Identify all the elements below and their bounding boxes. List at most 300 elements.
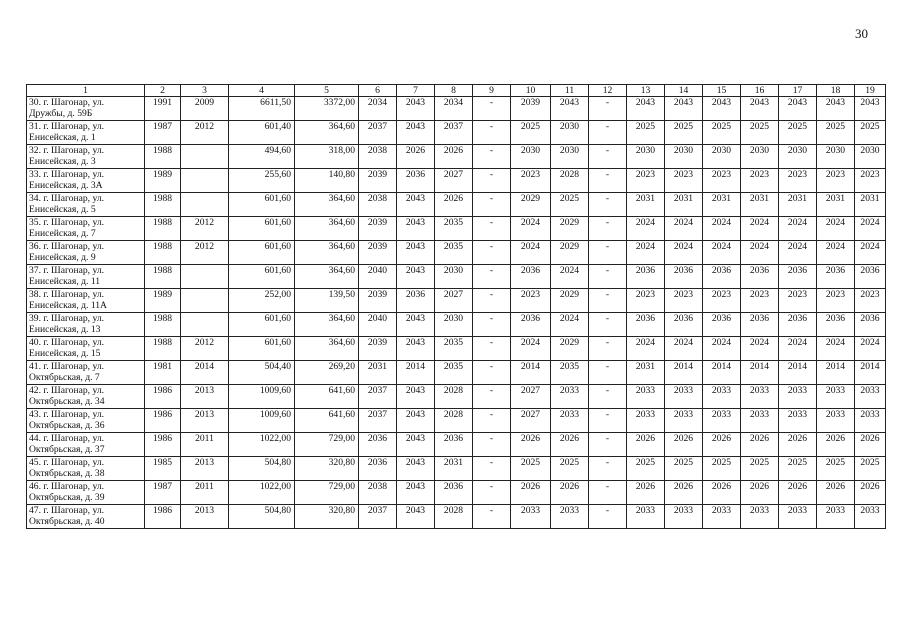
table-cell: 2014 — [181, 361, 229, 385]
table-cell: 2036 — [817, 313, 855, 337]
area-cell: 252,00 — [229, 289, 295, 313]
table-cell: 2013 — [181, 505, 229, 529]
table-cell: 2031 — [703, 193, 741, 217]
table-cell: 2023 — [703, 169, 741, 193]
area-cell: 1009,60 — [229, 385, 295, 409]
table-cell: 1987 — [145, 121, 181, 145]
table-cell: - — [589, 457, 627, 481]
table-cell: 2014 — [855, 361, 886, 385]
table-cell: 2024 — [779, 217, 817, 241]
table-cell: 1986 — [145, 385, 181, 409]
table-cell: 2011 — [181, 433, 229, 457]
table-cell: 2031 — [817, 193, 855, 217]
table-cell: 2043 — [855, 97, 886, 121]
table-cell: 2036 — [359, 457, 397, 481]
table-cell: 2024 — [779, 337, 817, 361]
table-cell: 2011 — [181, 481, 229, 505]
address-cell: 41. г. Шагонар, ул. Октябрьская, д. 7 — [27, 361, 145, 385]
column-header-14: 14 — [665, 85, 703, 97]
table-cell: 2023 — [741, 169, 779, 193]
table-row — [27, 385, 886, 409]
column-header-9: 9 — [473, 85, 511, 97]
table-cell: 2043 — [397, 217, 435, 241]
table-cell: - — [473, 217, 511, 241]
table-cell: 2043 — [397, 97, 435, 121]
table-cell: 2043 — [741, 97, 779, 121]
column-header-15: 15 — [703, 85, 741, 97]
table-cell: 2033 — [741, 409, 779, 433]
address-cell: 30. г. Шагонар, ул. Дружбы, д. 59Б — [27, 97, 145, 121]
table-row — [27, 97, 886, 121]
table-body — [27, 97, 886, 529]
table-cell: 2039 — [359, 337, 397, 361]
table-row — [27, 241, 886, 265]
table-cell: 2026 — [435, 193, 473, 217]
table-cell: 2023 — [779, 289, 817, 313]
table-cell: 2025 — [627, 457, 665, 481]
table-cell: 2033 — [779, 409, 817, 433]
table-cell: 2033 — [703, 385, 741, 409]
table-cell: 1988 — [145, 265, 181, 289]
address-cell: 31. г. Шагонар, ул. Енисейская, д. 1 — [27, 121, 145, 145]
table-cell: - — [589, 265, 627, 289]
table-cell: 2024 — [627, 241, 665, 265]
area-cell: 494,60 — [229, 145, 295, 169]
address-cell: 40. г. Шагонар, ул. Енисейская, д. 15 — [27, 337, 145, 361]
table-cell: 2024 — [741, 241, 779, 265]
table-cell: - — [473, 265, 511, 289]
table-row — [27, 265, 886, 289]
address-cell: 32. г. Шагонар, ул. Енисейская, д. 3 — [27, 145, 145, 169]
table-cell: 2043 — [817, 97, 855, 121]
table-cell: 2023 — [855, 289, 886, 313]
table-cell: 2025 — [627, 121, 665, 145]
table-header — [27, 85, 886, 97]
table-cell: 2025 — [665, 457, 703, 481]
table-row — [27, 169, 886, 193]
address-cell: 35. г. Шагонар, ул. Енисейская, д. 7 — [27, 217, 145, 241]
table-cell: 2013 — [181, 457, 229, 481]
table-row — [27, 505, 886, 529]
table-cell: 2033 — [817, 505, 855, 529]
table-cell: 1988 — [145, 313, 181, 337]
table-cell: 2014 — [741, 361, 779, 385]
table-cell: 2026 — [511, 481, 551, 505]
address-cell: 38. г. Шагонар, ул. Енисейская, д. 11А — [27, 289, 145, 313]
table-cell: 2033 — [703, 505, 741, 529]
table-cell: - — [589, 241, 627, 265]
table-cell: 2030 — [779, 145, 817, 169]
table-cell: 2014 — [703, 361, 741, 385]
table-cell: 2043 — [397, 457, 435, 481]
table-cell: 2038 — [359, 481, 397, 505]
table-cell: 2043 — [397, 409, 435, 433]
address-cell: 44. г. Шагонар, ул. Октябрьская, д. 37 — [27, 433, 145, 457]
table-cell: - — [473, 385, 511, 409]
table-cell: 2033 — [855, 409, 886, 433]
table-cell: 2030 — [511, 145, 551, 169]
table-cell: 2036 — [665, 313, 703, 337]
table-cell: 2037 — [359, 505, 397, 529]
area-cell: 364,60 — [295, 217, 359, 241]
table-cell: 2043 — [397, 385, 435, 409]
table-cell: 2023 — [665, 169, 703, 193]
table-cell: 2033 — [665, 505, 703, 529]
table-cell: 2023 — [817, 289, 855, 313]
table-cell: 2025 — [665, 121, 703, 145]
table-cell: - — [589, 97, 627, 121]
table-cell: 2035 — [551, 361, 589, 385]
table-cell: 2035 — [435, 217, 473, 241]
table-cell — [181, 265, 229, 289]
table-cell: 2028 — [435, 409, 473, 433]
table-cell: 2028 — [435, 505, 473, 529]
table-cell: - — [589, 313, 627, 337]
table-cell: - — [589, 217, 627, 241]
table-cell: - — [473, 409, 511, 433]
table-cell: 2030 — [435, 313, 473, 337]
table-cell: 2024 — [779, 241, 817, 265]
table-cell: 2024 — [703, 217, 741, 241]
table-cell: 2033 — [551, 505, 589, 529]
table-cell: 2036 — [741, 265, 779, 289]
area-cell: 320,80 — [295, 457, 359, 481]
table-cell: 2036 — [703, 265, 741, 289]
table-cell: 2023 — [627, 289, 665, 313]
table-cell: 2024 — [627, 337, 665, 361]
table-cell: 2039 — [511, 97, 551, 121]
area-cell: 139,50 — [295, 289, 359, 313]
table-cell: - — [473, 313, 511, 337]
table-cell: 2043 — [397, 481, 435, 505]
area-cell: 601,60 — [229, 193, 295, 217]
column-header-6: 6 — [359, 85, 397, 97]
table-cell: 2025 — [511, 457, 551, 481]
table-cell: 2014 — [511, 361, 551, 385]
table-cell: 2033 — [779, 385, 817, 409]
table-cell: 2026 — [551, 433, 589, 457]
table-cell: - — [473, 289, 511, 313]
table-cell: 2037 — [359, 409, 397, 433]
table-cell — [181, 169, 229, 193]
table-cell: 2031 — [359, 361, 397, 385]
table-cell: 2043 — [397, 265, 435, 289]
table-cell: 2026 — [779, 481, 817, 505]
table-cell: 2034 — [359, 97, 397, 121]
table-cell: 2033 — [627, 409, 665, 433]
table-cell: 2026 — [855, 433, 886, 457]
area-cell: 729,00 — [295, 481, 359, 505]
area-cell: 1022,00 — [229, 433, 295, 457]
table-cell: 2043 — [397, 121, 435, 145]
table-row — [27, 121, 886, 145]
area-cell: 601,60 — [229, 241, 295, 265]
table-cell: 2036 — [855, 313, 886, 337]
table-cell: 2026 — [665, 481, 703, 505]
table-cell: 2024 — [741, 337, 779, 361]
table-cell: - — [473, 97, 511, 121]
column-header-5: 5 — [295, 85, 359, 97]
area-cell: 364,60 — [295, 337, 359, 361]
table-cell: 2024 — [511, 217, 551, 241]
table-cell: - — [589, 361, 627, 385]
table-cell: 2029 — [551, 241, 589, 265]
table-row — [27, 289, 886, 313]
table-row — [27, 337, 886, 361]
table-cell: 2024 — [855, 217, 886, 241]
table-cell: 2036 — [779, 313, 817, 337]
table-cell: 2023 — [779, 169, 817, 193]
table-cell: 2014 — [665, 361, 703, 385]
table-cell: 2037 — [359, 385, 397, 409]
table-cell: 2033 — [855, 505, 886, 529]
table-cell: 1989 — [145, 169, 181, 193]
table-cell: 2029 — [551, 337, 589, 361]
area-cell: 364,60 — [295, 265, 359, 289]
table-cell: 2026 — [703, 433, 741, 457]
table-cell: 2028 — [551, 169, 589, 193]
table-row — [27, 361, 886, 385]
column-header-10: 10 — [511, 85, 551, 97]
table-cell: 2027 — [511, 385, 551, 409]
table-cell: 2023 — [741, 289, 779, 313]
table-cell: 2023 — [627, 169, 665, 193]
address-cell: 45. г. Шагонар, ул. Октябрьская, д. 38 — [27, 457, 145, 481]
table-cell: 2035 — [435, 361, 473, 385]
table-cell: 2036 — [817, 265, 855, 289]
address-cell: 36. г. Шагонар, ул. Енисейская, д. 9 — [27, 241, 145, 265]
table-cell: 2043 — [551, 97, 589, 121]
table-cell: - — [589, 409, 627, 433]
table-cell: 2033 — [741, 505, 779, 529]
table-cell: - — [589, 121, 627, 145]
table-cell: 2024 — [741, 217, 779, 241]
table-cell: 2024 — [511, 241, 551, 265]
column-header-17: 17 — [779, 85, 817, 97]
table-cell: 2030 — [665, 145, 703, 169]
table-cell: 1988 — [145, 337, 181, 361]
column-header-1: 1 — [27, 85, 145, 97]
table-cell: - — [473, 361, 511, 385]
table-cell: 2043 — [397, 433, 435, 457]
table-cell: - — [589, 505, 627, 529]
table-cell: - — [473, 481, 511, 505]
table-cell: 2031 — [741, 193, 779, 217]
table-cell: 2026 — [511, 433, 551, 457]
table-cell: 2031 — [627, 361, 665, 385]
table-cell: 2039 — [359, 217, 397, 241]
table-cell: 2038 — [359, 145, 397, 169]
table-cell: 2024 — [817, 241, 855, 265]
table-row — [27, 313, 886, 337]
table-cell — [181, 193, 229, 217]
table-cell: 2025 — [779, 121, 817, 145]
table-cell: 2043 — [703, 97, 741, 121]
address-cell: 47. г. Шагонар, ул. Октябрьская, д. 40 — [27, 505, 145, 529]
area-cell: 641,60 — [295, 409, 359, 433]
table-cell: 2026 — [665, 433, 703, 457]
table-cell: 2024 — [665, 241, 703, 265]
table-cell: - — [473, 433, 511, 457]
table-cell: 2033 — [627, 505, 665, 529]
table-cell: 2031 — [665, 193, 703, 217]
table-cell: 2029 — [551, 217, 589, 241]
column-header-4: 4 — [229, 85, 295, 97]
table-cell: 2023 — [703, 289, 741, 313]
table-row — [27, 457, 886, 481]
table-cell: - — [589, 433, 627, 457]
table-cell: 2035 — [435, 337, 473, 361]
table-cell: 2033 — [741, 385, 779, 409]
area-cell: 320,80 — [295, 505, 359, 529]
table-cell: 2025 — [551, 193, 589, 217]
table-cell: 2039 — [359, 169, 397, 193]
table-cell: 2043 — [397, 313, 435, 337]
table-cell: 2033 — [855, 385, 886, 409]
table-cell: 2035 — [435, 241, 473, 265]
table-cell: 2009 — [181, 97, 229, 121]
area-cell: 364,60 — [295, 241, 359, 265]
table-cell: 2024 — [855, 241, 886, 265]
table-cell: 2043 — [665, 97, 703, 121]
table-cell: 2033 — [551, 385, 589, 409]
area-cell: 1009,60 — [229, 409, 295, 433]
address-cell: 43. г. Шагонар, ул. Октябрьская, д. 36 — [27, 409, 145, 433]
table-cell: - — [589, 169, 627, 193]
table-cell: 2024 — [817, 337, 855, 361]
table-cell: 2025 — [817, 457, 855, 481]
table-row — [27, 193, 886, 217]
page-number: 30 — [855, 26, 868, 41]
column-header-11: 11 — [551, 85, 589, 97]
table-cell: 2023 — [665, 289, 703, 313]
table-cell: 2025 — [779, 457, 817, 481]
table-cell: 2026 — [779, 433, 817, 457]
table-cell: 2026 — [551, 481, 589, 505]
table-cell: 2036 — [397, 289, 435, 313]
table-cell: - — [473, 457, 511, 481]
table-row — [27, 481, 886, 505]
table-cell: 2033 — [703, 409, 741, 433]
header-row — [27, 85, 886, 97]
table-cell: 2024 — [665, 217, 703, 241]
table-cell: 2024 — [511, 337, 551, 361]
table-cell: 2040 — [359, 313, 397, 337]
table-cell: 2023 — [855, 169, 886, 193]
area-cell: 729,00 — [295, 433, 359, 457]
area-cell: 269,20 — [295, 361, 359, 385]
table-cell: 2031 — [855, 193, 886, 217]
table-cell: - — [473, 505, 511, 529]
area-cell: 318,00 — [295, 145, 359, 169]
table-cell: - — [473, 145, 511, 169]
table-cell: - — [589, 337, 627, 361]
table-cell: 2024 — [817, 217, 855, 241]
area-cell: 255,60 — [229, 169, 295, 193]
area-cell: 6611,50 — [229, 97, 295, 121]
area-cell: 601,60 — [229, 313, 295, 337]
table-cell: 2024 — [703, 337, 741, 361]
table-row — [27, 433, 886, 457]
table-cell: 2014 — [779, 361, 817, 385]
area-cell: 641,60 — [295, 385, 359, 409]
table-cell: 2036 — [435, 433, 473, 457]
table-cell: 1991 — [145, 97, 181, 121]
table-cell: 2043 — [779, 97, 817, 121]
table-cell: 2012 — [181, 241, 229, 265]
column-header-16: 16 — [741, 85, 779, 97]
table-cell: 1988 — [145, 193, 181, 217]
table-cell: 2026 — [627, 433, 665, 457]
table-cell: 2030 — [817, 145, 855, 169]
table-cell: 1987 — [145, 481, 181, 505]
table-cell — [181, 289, 229, 313]
table-cell: 2037 — [435, 121, 473, 145]
table-cell: 1989 — [145, 289, 181, 313]
table-cell: 2026 — [435, 145, 473, 169]
table-cell: 2013 — [181, 385, 229, 409]
table-cell: 2033 — [665, 409, 703, 433]
table-cell: 2030 — [703, 145, 741, 169]
table-cell: 2023 — [817, 169, 855, 193]
table-cell: 2039 — [359, 289, 397, 313]
table-cell: - — [589, 385, 627, 409]
table-cell: 2031 — [627, 193, 665, 217]
table-cell: 1985 — [145, 457, 181, 481]
table-cell: 2012 — [181, 337, 229, 361]
table-cell: 2023 — [511, 289, 551, 313]
area-cell: 3372,00 — [295, 97, 359, 121]
table-cell: 2036 — [627, 313, 665, 337]
table-cell: 2033 — [779, 505, 817, 529]
table-cell: 2029 — [551, 289, 589, 313]
table-cell: 2036 — [665, 265, 703, 289]
table-cell: - — [473, 121, 511, 145]
column-header-18: 18 — [817, 85, 855, 97]
table-cell: 2026 — [703, 481, 741, 505]
table-cell: 2014 — [397, 361, 435, 385]
column-header-12: 12 — [589, 85, 627, 97]
table-cell: 2026 — [855, 481, 886, 505]
table-cell: 1981 — [145, 361, 181, 385]
table-cell: 2036 — [627, 265, 665, 289]
table-cell: 1988 — [145, 145, 181, 169]
table-cell: 2036 — [741, 313, 779, 337]
table-cell: 2026 — [627, 481, 665, 505]
table-cell: 2036 — [511, 313, 551, 337]
table-cell: 2034 — [435, 97, 473, 121]
table-cell: 2024 — [551, 265, 589, 289]
table-cell: 2029 — [511, 193, 551, 217]
area-cell: 140,80 — [295, 169, 359, 193]
table-cell: 2033 — [817, 409, 855, 433]
table-cell: 2024 — [665, 337, 703, 361]
table-cell: 2026 — [817, 481, 855, 505]
table-cell: 2026 — [397, 145, 435, 169]
area-cell: 364,60 — [295, 193, 359, 217]
table-cell: 2039 — [359, 241, 397, 265]
table-cell: 2024 — [627, 217, 665, 241]
table-cell: 2025 — [703, 457, 741, 481]
table-cell: 2043 — [397, 241, 435, 265]
area-cell: 1022,00 — [229, 481, 295, 505]
table-cell: 2038 — [359, 193, 397, 217]
table-cell: 2024 — [551, 313, 589, 337]
address-cell: 42. г. Шагонар, ул. Октябрьская, д. 34 — [27, 385, 145, 409]
area-cell: 364,60 — [295, 121, 359, 145]
table-cell: 2033 — [665, 385, 703, 409]
address-cell: 33. г. Шагонар, ул. Енисейская, д. 3А — [27, 169, 145, 193]
